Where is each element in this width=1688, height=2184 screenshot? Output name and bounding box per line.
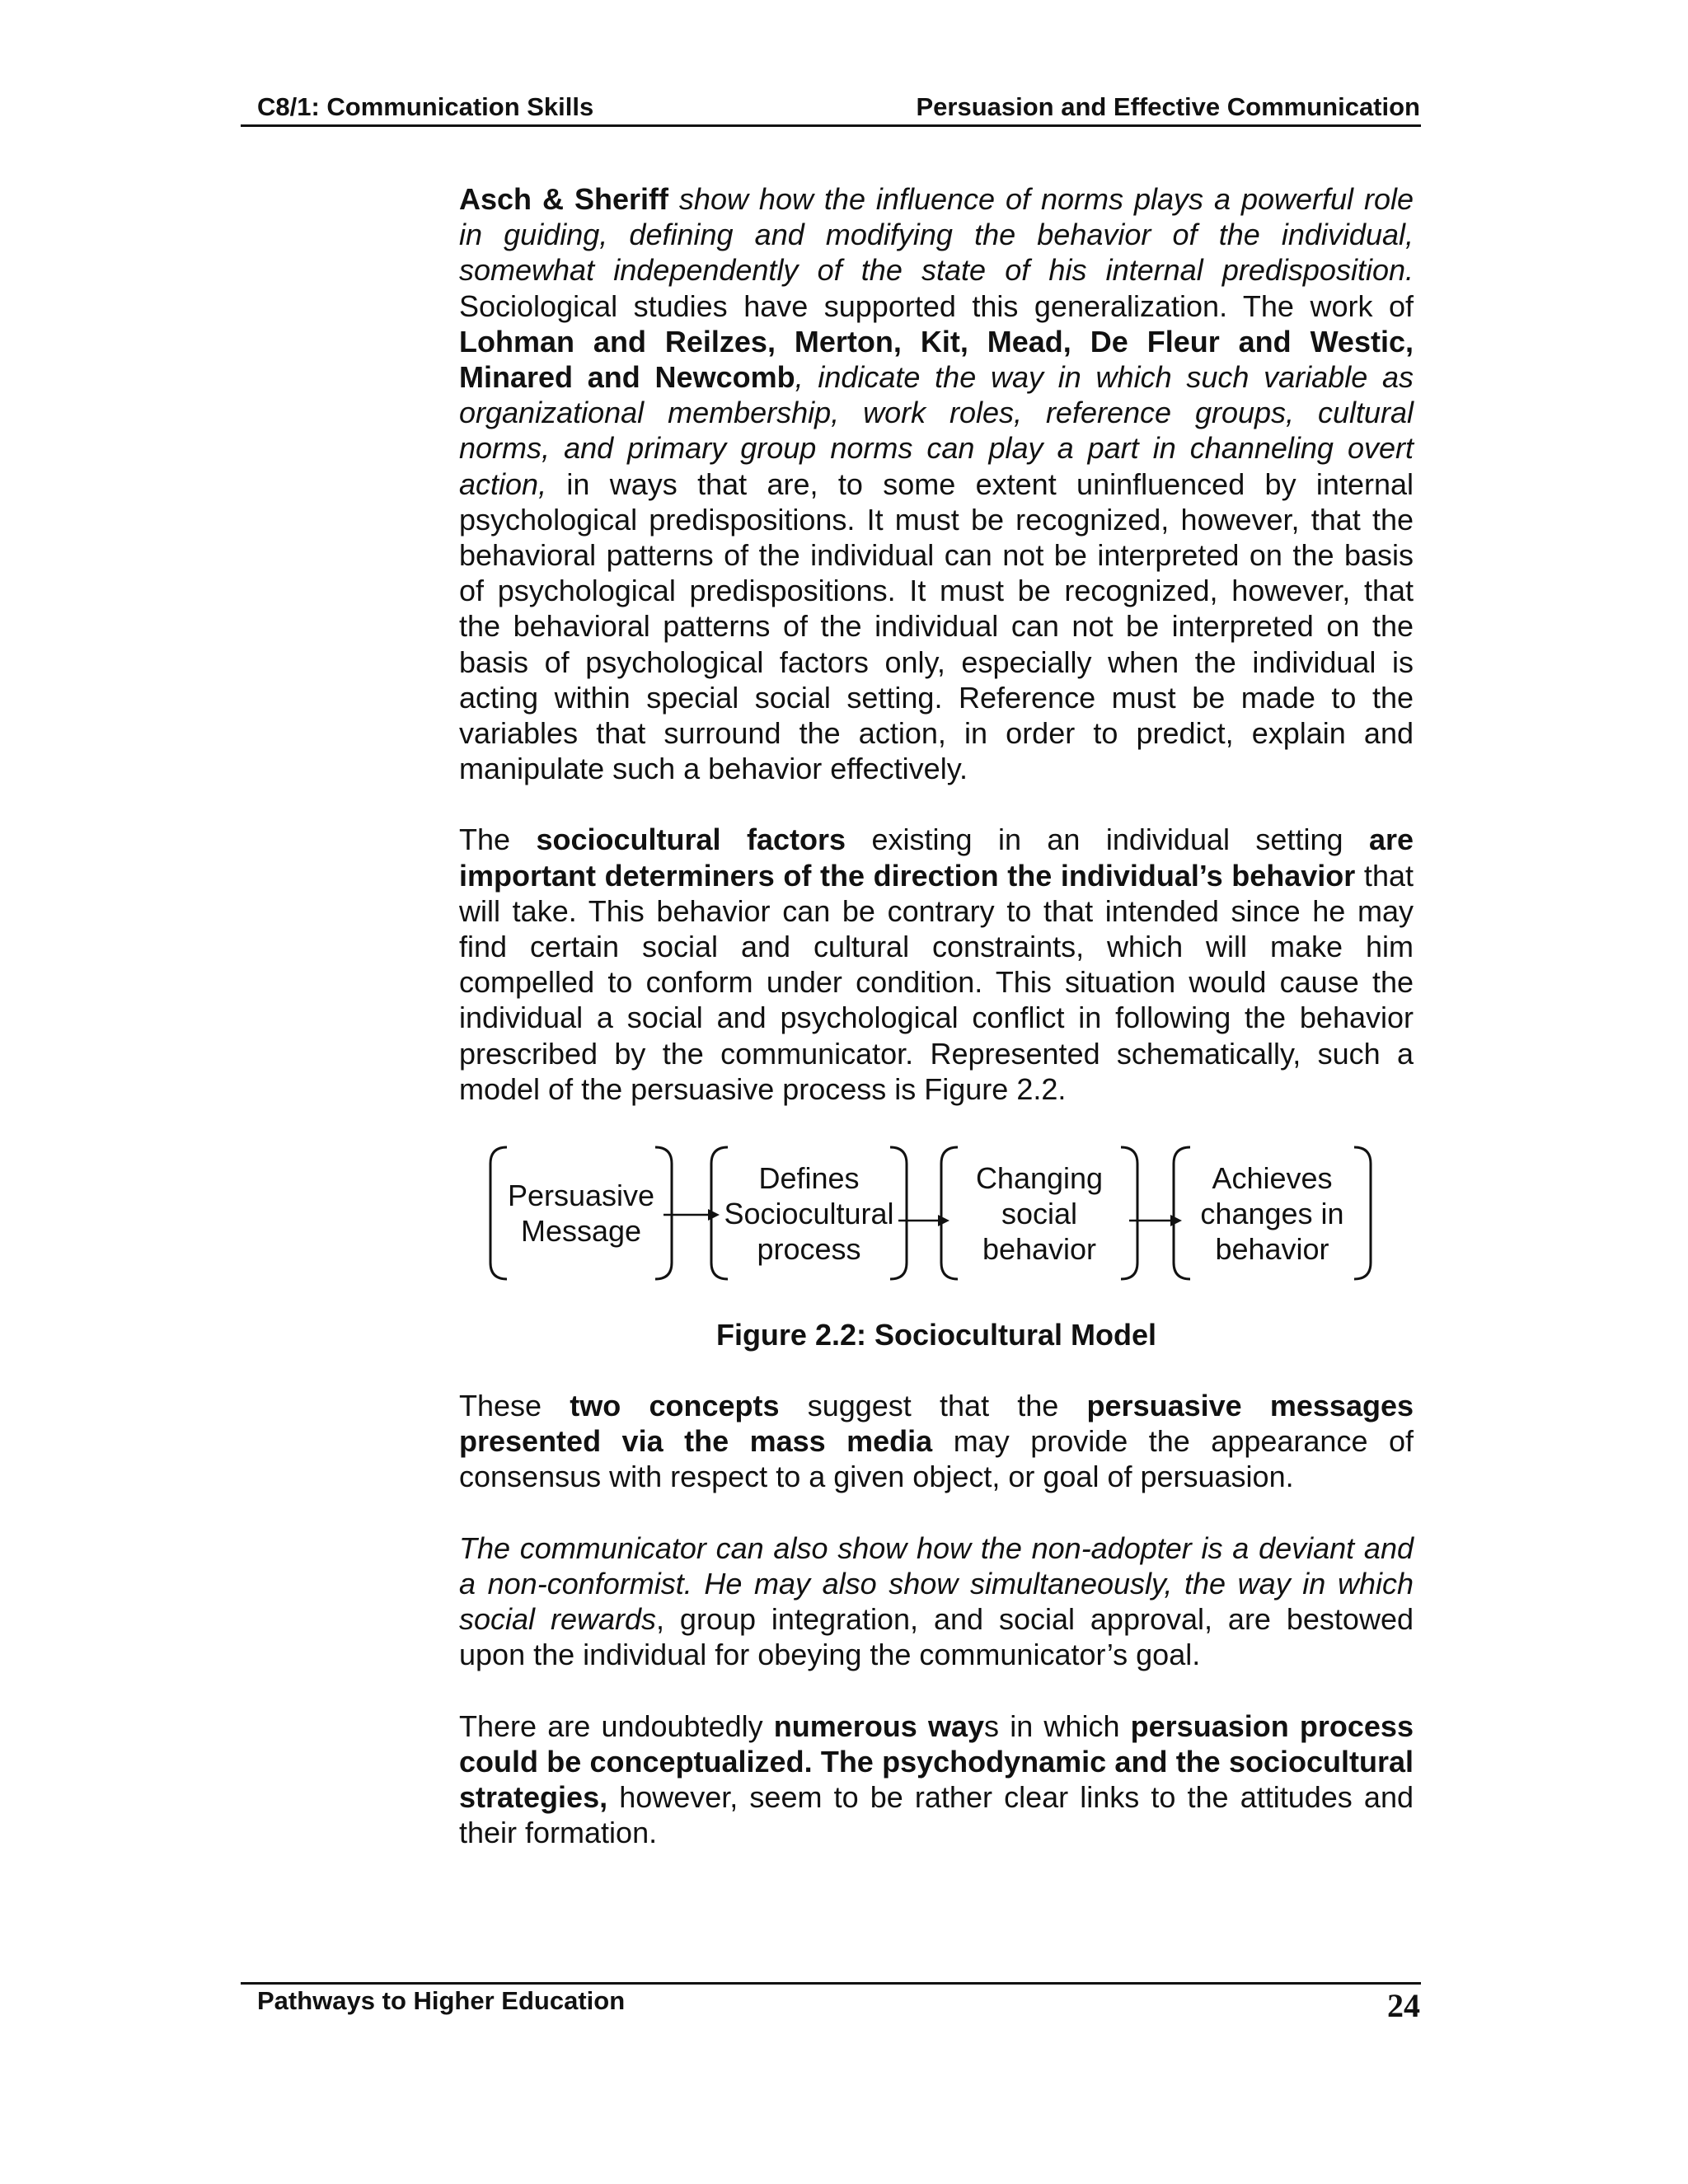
text-run: may provide the appearance of consensus with respect to a given object, or goal of persuasion. [459,1424,1414,1494]
paragraph-sociocultural-factors [459,822,1414,1107]
text-run: existing in an individual setting [846,823,1369,857]
text-run: The [459,823,537,857]
diagram-box-line: Achieves [1212,1160,1333,1195]
text-run: numerous way [773,1708,985,1743]
sociocultural-model-diagram [459,1142,1414,1284]
footer-publication: Pathways to Higher Education [257,1986,626,2015]
diagram-box-defines-sociocultural-process [715,1147,903,1279]
text-run: Sociological studies have supported this generalization. The work of [459,288,1414,323]
diagram-box-changing-social-behavior [945,1147,1134,1279]
diagram-box-line: process [757,1231,861,1266]
paragraph-norms [459,181,1414,786]
text-run: persuasion process could be conceptualized. The psychodynamic and the sociocultural strategies, [459,1708,1414,1814]
figure-caption: Figure 2.2: Sociocultural Model [715,1318,1157,1352]
text-run: , indicate the way in which such variable as organizational membership, work roles, reference groups, cultural norms, and primary group norms can play a part in channeling overt action, [459,360,1414,501]
text-run: s in which [984,1708,1131,1743]
diagram-box-line: Changing [975,1160,1104,1195]
header-course-code: C8/1: Communication Skills [257,92,594,121]
text-run: persuasive messages presented via the mass media [459,1389,1414,1459]
text-run: are important determiners of the direction the individual’s behavior [459,823,1414,893]
header-chapter-title: Persuasion and Effective Communication [916,92,1420,121]
diagram-box-achieves-changes [1177,1147,1367,1279]
diagram-box-persuasive-message [494,1147,668,1279]
paragraph-non-adopter [459,1530,1414,1673]
paragraph-two-concepts [459,1388,1414,1495]
diagram-box-line: behavior [982,1231,1097,1266]
header-rule [241,124,1421,127]
text-run: show how the influence of norms plays a powerful role in guiding, defining and modifying the behavior of the individual, somewhat independently of the state of his internal predisposition. [459,182,1414,288]
diagram-box-line: behavior [1215,1231,1329,1266]
diagram-box-line: Sociocultural [724,1196,894,1230]
diagram-box-line: Defines [758,1160,860,1195]
diagram-box-line: changes in [1200,1196,1344,1230]
text-run: that will take. This behavior can be contrary to that intended since he may find certain social and cultural constraints, which will make him compelled to conform under condition. This situation would cause the individual a social and psychological conflict in following the behavior prescribed by the communicator. Represented schematically, such a model of the persuasive process is Figure 2.2. [459,858,1414,1106]
diagram-box-line: Message [520,1214,642,1249]
diagram-box-line: social [1001,1196,1078,1230]
page-number: 24 [1387,1987,1420,2024]
text-run: in ways that are, to some extent uninfluenced by internal psychological predispositions. It must be recognized, however, that the behavioral patterns of the individual can not be interpreted on the basis of psychological predispositions. It must be recognized, however, that the behavioral patterns of the individual can not be interpreted on the basis of psychological factors only, especially when the individual is acting within special social setting. Reference must be made to the variables that surround the action, in order to predict, explain and manipulate such a behavior effectively. [459,466,1414,786]
text-run: two concepts [570,1389,780,1423]
page-body [459,181,1414,1886]
text-run: Lohman and Reilzes, Merton, Kit, Mead, De Fleur and Westic, Minared and Newcomb [459,324,1414,395]
text-run: Asch & Sheriff [459,182,668,216]
text-run: suggest that the [779,1389,1087,1423]
diagram-box-line: Persuasive [507,1179,655,1213]
text-run: There are undoubtedly [459,1708,774,1743]
text-run: sociocultural factors [536,823,846,857]
paragraph-numerous-ways [459,1708,1414,1851]
text-run: The communicator can also show how the non-adopter is a deviant and a non-conformist. He may also show simultaneously, the way in which social rewards [459,1530,1414,1637]
text-run: however, seem to be rather clear links to the attitudes and their formation. [459,1779,1414,1850]
text-run: , group integration, and social approval, are bestowed upon the individual for obeying the communicator’s goal. [459,1602,1414,1672]
text-run: These [459,1389,570,1423]
